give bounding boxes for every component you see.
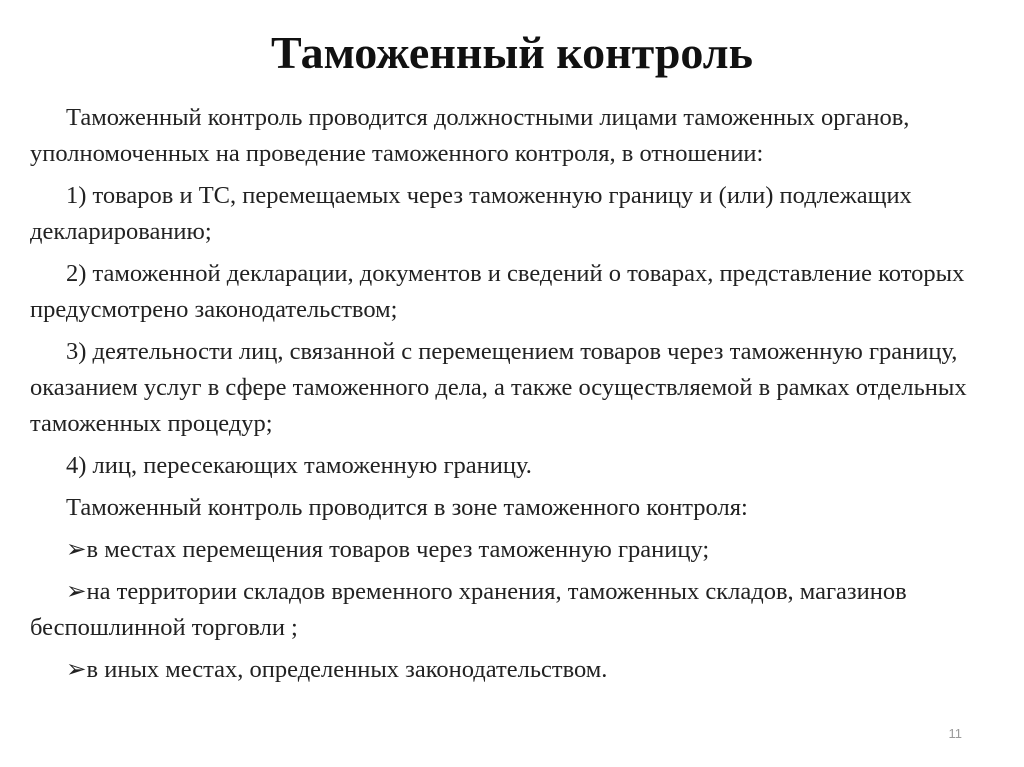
bullet-text: на территории складов временного хранения, таможенных складов, магазинов беспошлинной торговли ; <box>30 578 907 641</box>
arrow-bullet-icon: ➢ <box>66 578 87 605</box>
arrow-bullet-icon: ➢ <box>66 536 87 563</box>
bullet-text: в иных местах, определенных законодательством. <box>86 656 608 683</box>
intro-paragraph: Таможенный контроль проводится должностными лицами таможенных органов, уполномоченных на проведение таможенного контроля, в отношении: <box>30 104 910 167</box>
list-item: 1) товаров и ТС, перемещаемых через таможенную границу и (или) подлежащих декларированию; <box>30 182 912 245</box>
slide-body <box>30 100 990 694</box>
list-item: 2) таможенной декларации, документов и сведений о товарах, представление которых предусмотрено законодательством; <box>30 260 965 323</box>
bullet-item <box>30 532 990 568</box>
bullet-item <box>30 574 990 646</box>
bullet-text: в местах перемещения товаров через таможенную границу; <box>86 536 710 563</box>
slide-title: Таможенный контроль <box>271 27 753 78</box>
bullet-item <box>30 652 990 688</box>
list-item: 4) лиц, пересекающих таможенную границу. <box>66 452 532 479</box>
arrow-bullet-icon: ➢ <box>66 656 87 683</box>
page-number: 11 <box>948 726 962 741</box>
list-item: 3) деятельности лиц, связанной с перемещением товаров через таможенную границу, оказанием услуг в сфере таможенного дела, а также осуществляемой в рамках отдельных таможенных процедур; <box>30 338 967 437</box>
zone-intro-paragraph: Таможенный контроль проводится в зоне таможенного контроля: <box>66 494 748 521</box>
